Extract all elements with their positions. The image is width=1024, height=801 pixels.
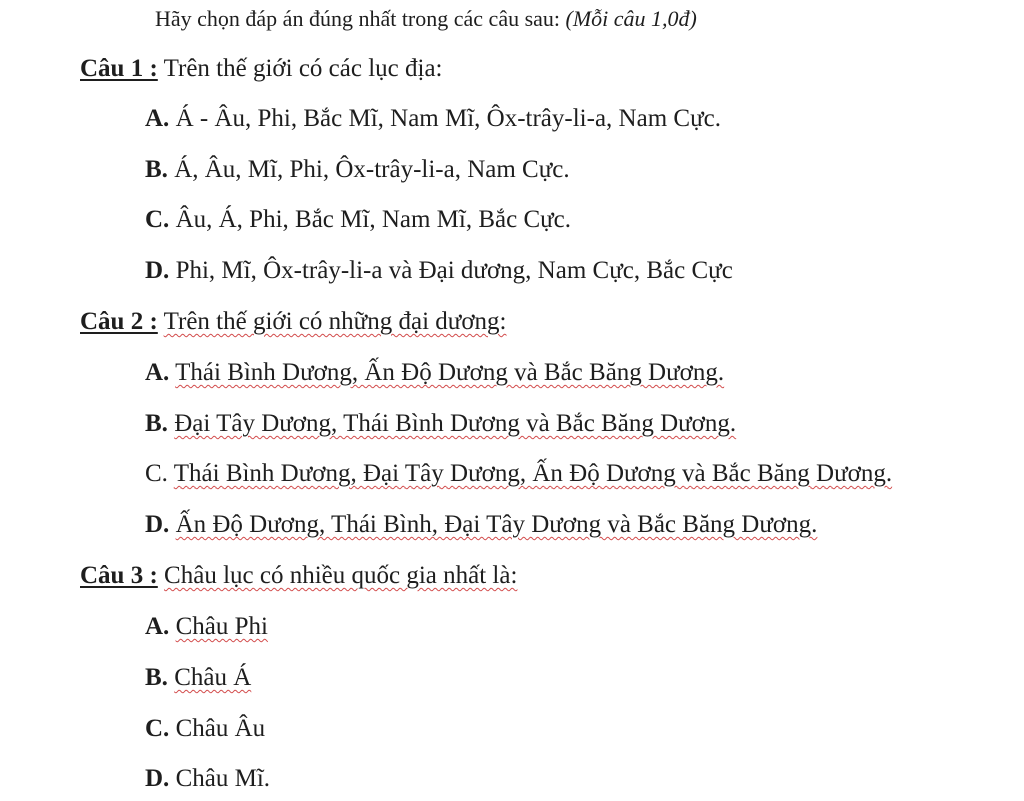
question-prompt: Trên thế giới có những đại dương: [163, 308, 507, 335]
option-letter: D. [145, 257, 170, 284]
option-letter: A. [145, 359, 170, 386]
option-letter: C. [145, 715, 170, 742]
question-prompt: Châu lục có nhiều quốc gia nhất là: [164, 562, 518, 589]
option-letter: D. [145, 511, 170, 538]
option-letter: A. [145, 613, 170, 640]
question-label: Câu 3 : [80, 562, 158, 589]
question-2-option-b[interactable] [145, 409, 736, 439]
question-3-option-b[interactable] [145, 663, 251, 693]
option-text: Âu, Á, Phi, Bắc Mĩ, Nam Mĩ, Bắc Cực. [175, 206, 572, 233]
question-1-option-c[interactable] [145, 205, 571, 235]
question-label: Câu 2 : [80, 308, 158, 335]
question-1-option-b[interactable] [145, 155, 570, 185]
question-3-option-a[interactable] [145, 612, 268, 642]
option-letter: B. [145, 410, 168, 437]
instruction [155, 4, 697, 34]
option-text: Châu Á [174, 664, 252, 691]
question-1 [80, 54, 443, 84]
option-text: Á, Âu, Mĩ, Phi, Ôx-trây-li-a, Nam Cực. [174, 156, 570, 183]
question-2-option-c[interactable] [145, 459, 892, 489]
instruction-note: (Mỗi câu 1,0đ) [565, 6, 697, 31]
question-1-option-d[interactable] [145, 256, 733, 286]
option-text: Đại Tây Dương, Thái Bình Dương và Bắc Băng Dương. [174, 410, 737, 437]
question-prompt: Trên thế giới có các lục địa: [163, 55, 443, 82]
option-text: Ấn Độ Dương, Thái Bình, Đại Tây Dương và Bắc Băng Dương. [175, 511, 818, 538]
option-text: Á - Âu, Phi, Bắc Mĩ, Nam Mĩ, Ôx-trây-li-a, Nam Cực. [175, 105, 721, 132]
option-text: Châu Âu [175, 715, 266, 742]
question-2-option-d[interactable] [145, 510, 817, 540]
question-label: Câu 1 : [80, 55, 158, 82]
option-letter: C. [145, 460, 168, 487]
question-3-option-c[interactable] [145, 714, 265, 744]
question-3-option-d[interactable] [145, 764, 270, 794]
question-3 [80, 561, 517, 591]
option-letter: D. [145, 765, 170, 792]
option-text: Thái Bình Dương, Đại Tây Dương, Ấn Độ Dương và Bắc Băng Dương. [173, 460, 893, 487]
option-letter: A. [145, 105, 170, 132]
option-letter: B. [145, 664, 168, 691]
option-text: Phi, Mĩ, Ôx-trây-li-a và Đại dương, Nam Cực, Bắc Cực [175, 257, 733, 284]
question-2-option-a[interactable] [145, 358, 724, 388]
option-text: Thái Bình Dương, Ấn Độ Dương và Bắc Băng Dương. [175, 359, 725, 386]
question-1-option-a[interactable] [145, 104, 721, 134]
option-letter: B. [145, 156, 168, 183]
option-text: Châu Mĩ. [175, 765, 271, 792]
option-text: Châu Phi [175, 613, 268, 640]
question-2 [80, 307, 506, 337]
option-letter: C. [145, 206, 170, 233]
instruction-text: Hãy chọn đáp án đúng nhất trong các câu sau: [155, 6, 561, 31]
